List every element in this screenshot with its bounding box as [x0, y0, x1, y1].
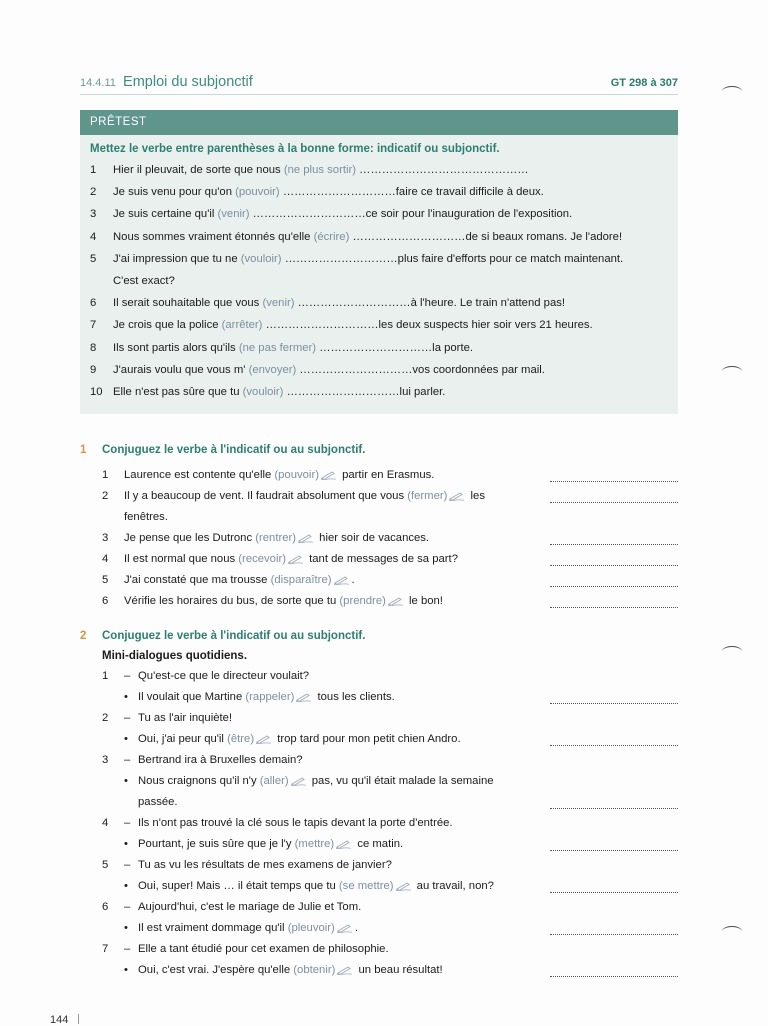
item-number: 1 [102, 469, 109, 481]
answer-line[interactable] [550, 585, 678, 587]
verb-hint: (pouvoir) [274, 469, 319, 481]
exercise-1-item [102, 486, 682, 507]
item-text: Ils sont partis alors qu'ils (ne pas fermer) …………………………la porte. [113, 341, 474, 354]
item-text: Il serait souhaitable que vous (venir) …………………………à l'heure. Le train n'attend pas! [113, 297, 566, 310]
answer-text: Oui, j'ai peur qu'il (être) trop tard pour mon petit chien Andro. [138, 733, 461, 745]
pretest-list [80, 159, 678, 403]
dialogue-answer [102, 960, 682, 981]
item-number: 2 [102, 712, 109, 724]
answer-text: Il voulait que Martine (rappeler) tous les clients. [138, 691, 395, 703]
pen-icon [296, 692, 312, 702]
pen-icon [337, 923, 353, 933]
pen-icon [388, 596, 404, 606]
answer-line[interactable] [550, 480, 678, 482]
item-number: 1 [90, 164, 97, 176]
binder-hole [722, 646, 742, 657]
pretest-item [80, 248, 678, 270]
item-number: 6 [102, 901, 109, 913]
pen-icon [336, 839, 352, 849]
pen-icon [337, 965, 353, 975]
question-text: Tu as l'air inquiète! [138, 712, 233, 724]
dialogue-question [102, 708, 682, 729]
binder-hole [722, 926, 742, 937]
verb-hint: (vouloir) [240, 252, 282, 265]
verb-hint: (rentrer) [255, 532, 297, 544]
pretest-item [80, 314, 678, 336]
answer-line[interactable] [550, 933, 678, 935]
exercise-1-item [102, 549, 682, 570]
pretest-item [80, 337, 678, 359]
pretest-item [80, 159, 678, 181]
section-title: Emploi du subjonctif [123, 74, 253, 90]
question-text: Elle a tant étudié pour cet examen de philosophie. [138, 943, 389, 955]
item-number: 3 [102, 754, 109, 766]
pretest-item [80, 226, 678, 248]
bullet-glyph: • [124, 838, 128, 850]
verb-hint: (vouloir) [242, 385, 284, 398]
dialogue-answer [102, 876, 682, 897]
pretest-item [80, 181, 678, 203]
pretest-instruction: Mettez le verbe entre parenthèses à la bonne forme: indicatif ou subjonctif. [90, 143, 500, 155]
item-text: Nous sommes vraiment étonnés qu'elle (écrire) …………………………de si beaux romans. Je l'adore! [113, 230, 623, 243]
dialogue-question [102, 897, 682, 918]
exercise-1-heading [80, 444, 365, 456]
item-number: 4 [102, 817, 109, 829]
item-number: 7 [90, 319, 97, 332]
verb-hint: (rappeler) [245, 691, 295, 703]
item-text: Je suis certaine qu'il (venir) …………………………ce soir pour l'inauguration de l'exposition. [113, 208, 573, 221]
dialogue-answer [102, 918, 682, 939]
answer-line[interactable] [550, 891, 678, 893]
verb-hint: (prendre) [339, 595, 386, 607]
verb-hint: (envoyer) [248, 363, 297, 376]
question-text: Ils n'ont pas trouvé la clé sous le tapis devant la porte d'entrée. [138, 817, 453, 829]
dash-glyph: – [124, 859, 131, 871]
pretest-item [80, 359, 678, 381]
answer-line[interactable] [550, 501, 678, 503]
item-number: 5 [102, 574, 109, 586]
item-number: 7 [102, 943, 109, 955]
page-number: 144 [50, 1014, 69, 1026]
bullet-glyph: • [124, 880, 128, 892]
item-text: Je pense que les Dutronc (rentrer) hier soir de vacances. [124, 532, 430, 544]
answer-line[interactable] [550, 702, 678, 704]
exercise-2-title: Conjuguez le verbe à l'indicatif ou au subjonctif. [102, 630, 366, 642]
pen-icon [449, 491, 465, 501]
bullet-glyph: • [124, 691, 128, 703]
answer-text: Il est vraiment dommage qu'il (pleuvoir) . [138, 922, 358, 934]
exercise-1-item [102, 591, 682, 612]
item-number: 3 [102, 532, 109, 544]
dash-glyph: – [124, 670, 131, 682]
verb-hint: (ne plus sortir) [283, 164, 357, 176]
grammar-reference: GT 298 à 307 [610, 77, 678, 89]
item-number: 5 [90, 252, 97, 265]
item-number: 2 [102, 490, 109, 502]
verb-hint: (arrêter) [221, 319, 263, 332]
verb-hint: (pleuvoir) [287, 922, 335, 934]
item-text: Elle n'est pas sûre que tu (vouloir) …………………………lui parler. [113, 385, 446, 398]
bullet-glyph: • [124, 775, 128, 787]
pretest-item [80, 270, 678, 292]
item-number: 9 [90, 363, 97, 376]
item-number: 1 [102, 670, 109, 682]
verb-hint: (mettre) [294, 838, 335, 850]
answer-line[interactable] [550, 849, 678, 851]
dialogue-question [102, 855, 682, 876]
bullet-glyph: • [124, 964, 128, 976]
dash-glyph: – [124, 754, 131, 766]
exercise-1-title: Conjuguez le verbe à l'indicatif ou au subjonctif. [102, 444, 366, 456]
item-text: fenêtres. [124, 511, 168, 523]
exercise-1-item [102, 507, 682, 528]
bullet-glyph: • [124, 922, 128, 934]
section-number: 14.4.11 [80, 77, 116, 89]
item-text: Laurence est contente qu'elle (pouvoir) partir en Erasmus. [124, 469, 435, 481]
verb-hint: (pouvoir) [235, 186, 280, 199]
verb-hint: (fermer) [407, 490, 448, 502]
binder-hole [722, 366, 742, 377]
item-number: 8 [90, 341, 97, 354]
pretest-item [80, 292, 678, 314]
pen-icon [396, 881, 412, 891]
question-text: Bertrand ira à Bruxelles demain? [138, 754, 303, 766]
item-number: 4 [90, 230, 97, 243]
verb-hint: (venir) [262, 297, 295, 310]
exercise-1-item [102, 528, 682, 549]
dash-glyph: – [124, 901, 131, 913]
exercise-1-number: 1 [80, 444, 87, 456]
exercise-2-heading [80, 630, 365, 642]
answer-text: Oui, super! Mais … il était temps que tu (se mettre) au travail, non? [138, 880, 494, 892]
dialogue-question [102, 750, 682, 771]
verb-hint: (se mettre) [338, 880, 394, 892]
verb-hint: (ne pas fermer) [238, 341, 317, 354]
item-number: 5 [102, 859, 109, 871]
item-text: J'aurais voulu que vous m' (envoyer) …………………………vos coordonnées par mail. [113, 363, 545, 376]
exercise-2-subtitle: Mini-dialogues quotidiens. [102, 650, 248, 662]
item-text: Vérifie les horaires du bus, de sorte que tu (prendre) le bon! [124, 595, 443, 607]
answer-line[interactable] [550, 744, 678, 746]
pen-icon [291, 776, 307, 786]
item-text: Je suis venu pour qu'on (pouvoir) …………………………faire ce travail difficile à deux. [113, 186, 544, 199]
item-number: 6 [90, 297, 97, 310]
item-text: Il y a beaucoup de vent. Il faudrait absolument que vous (fermer) les [124, 490, 485, 502]
section-header [80, 74, 678, 95]
answer-line[interactable] [550, 975, 678, 977]
question-text: Aujourd'hui, c'est le mariage de Julie et Tom. [138, 901, 362, 913]
exercise-1-item [102, 570, 682, 591]
dash-glyph: – [124, 817, 131, 829]
pretest-panel [80, 110, 678, 414]
dialogue-question [102, 939, 682, 960]
verb-hint: (écrire) [313, 230, 350, 243]
binder-hole [722, 86, 742, 97]
item-text: C'est exact? [113, 274, 175, 287]
verb-hint: (recevoir) [238, 553, 286, 565]
dialogue-answer [102, 834, 682, 855]
question-text: Qu'est-ce que le directeur voulait? [138, 670, 310, 682]
dash-glyph: – [124, 943, 131, 955]
item-text: J'ai impression que tu ne (vouloir) …………………………plus faire d'efforts pour ce match maintenant. [113, 252, 624, 265]
footer-divider [78, 1014, 79, 1024]
verb-hint: (disparaître) [270, 574, 332, 586]
verb-hint: (être) [227, 733, 255, 745]
bullet-glyph: • [124, 733, 128, 745]
pen-icon [321, 470, 337, 480]
answer-line[interactable] [550, 543, 678, 545]
item-text: J'ai constaté que ma trousse (disparaître) . [124, 574, 355, 586]
pretest-item [80, 203, 678, 225]
item-text: Hier il pleuvait, de sorte que nous (ne plus sortir) ……………………………………… [113, 164, 529, 176]
dialogue-answer [102, 729, 682, 750]
pen-icon [288, 554, 304, 564]
item-number: 2 [90, 186, 97, 199]
exercise-1-item [102, 465, 682, 486]
pen-icon [298, 533, 314, 543]
item-text: Il est normal que nous (recevoir) tant de messages de sa part? [124, 553, 458, 565]
item-number: 4 [102, 553, 109, 565]
pretest-item [80, 381, 678, 403]
item-number: 10 [90, 385, 103, 398]
dash-glyph: – [124, 712, 131, 724]
question-text: Tu as vu les résultats de mes examens de janvier? [138, 859, 392, 871]
item-number: 6 [102, 595, 109, 607]
dialogue-question [102, 666, 682, 687]
pen-icon [256, 734, 272, 744]
answer-text: passée. [138, 796, 178, 808]
dialogue-answer-cont [102, 792, 682, 813]
answer-line[interactable] [550, 564, 678, 566]
dialogue-answer [102, 687, 682, 708]
dialogue-answer [102, 771, 682, 792]
item-text: Je crois que la police (arrêter) …………………………les deux suspects hier soir vers 21 heures. [113, 319, 593, 332]
exercise-2-number: 2 [80, 630, 87, 642]
answer-text: Oui, c'est vrai. J'espère qu'elle (obtenir) un beau résultat! [138, 964, 443, 976]
answer-line[interactable] [550, 807, 678, 809]
answer-text: Nous craignons qu'il n'y (aller) pas, vu qu'il était malade la semaine [138, 775, 494, 787]
dialogue-question [102, 813, 682, 834]
verb-hint: (venir) [217, 208, 250, 221]
verb-hint: (aller) [259, 775, 289, 787]
pen-icon [334, 575, 350, 585]
pretest-label: PRÊTEST [80, 110, 678, 135]
verb-hint: (obtenir) [293, 964, 336, 976]
answer-line[interactable] [550, 606, 678, 608]
answer-text: Pourtant, je suis sûre que je l'y (mettre) ce matin. [138, 838, 404, 850]
item-number: 3 [90, 208, 97, 221]
